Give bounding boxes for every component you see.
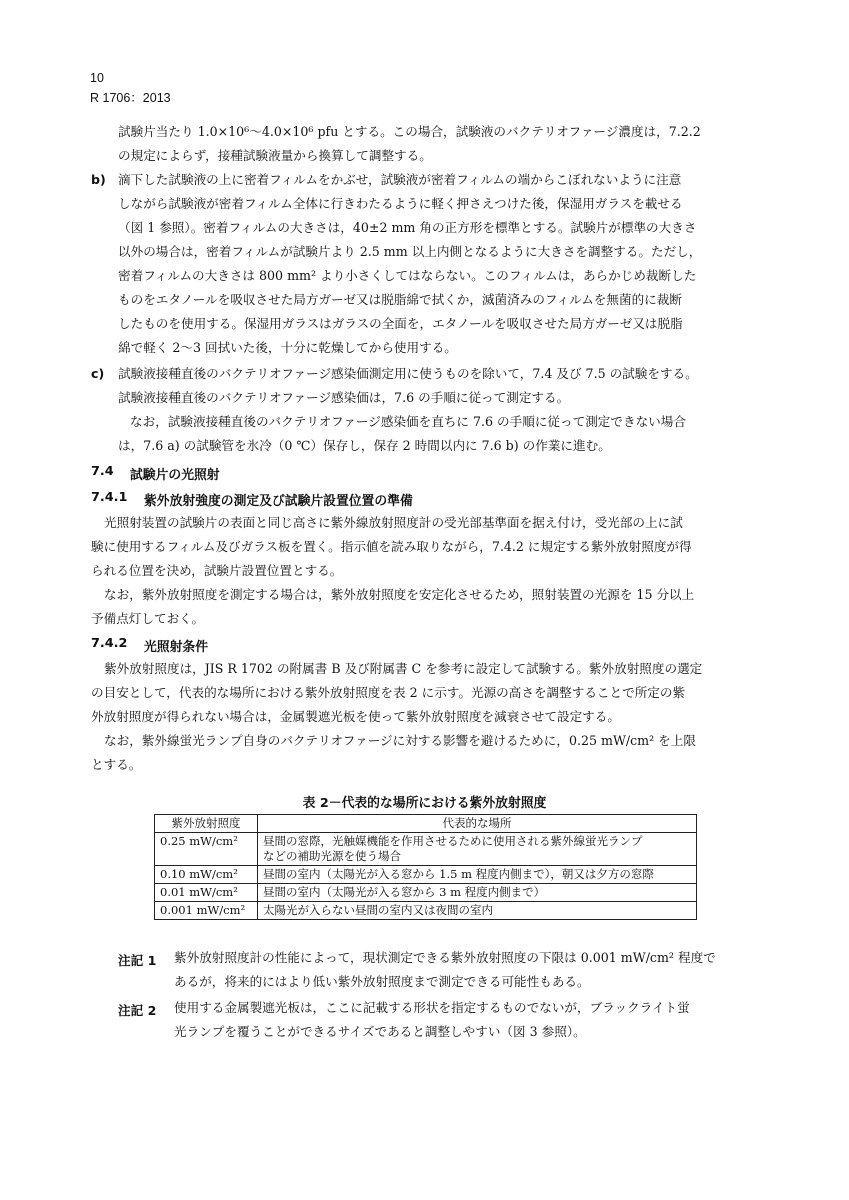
place-cell <box>258 833 697 866</box>
page-number: 10 <box>90 71 104 85</box>
place-line: などの補助光源を使う場合 <box>263 849 401 863</box>
para-line: 外放射照度が得られない場合は，金属製遮光板を使って紫外放射照度を減衰させて設定する。 <box>91 709 620 724</box>
table-row <box>155 884 697 902</box>
list-label-b: b) <box>91 172 106 187</box>
section-title: 光照射条件 <box>144 640 208 655</box>
section-title: 試験片の光照射 <box>130 468 220 483</box>
para-line: 試験液接種直後のバクテリオファージ感染価は，7.6 の手順に従って測定する。 <box>118 390 570 405</box>
para-line: の規定によらず，接種試験液量から換算して調整する。 <box>118 148 432 163</box>
place-cell: 昼間の室内（太陽光が入る窓から 3 m 程度内側まで） <box>258 884 697 902</box>
table-header-row <box>155 815 697 833</box>
note-line: あるが，将来的にはより低い紫外放射照度まで測定できる可能性もある。 <box>174 974 590 989</box>
section-number: 7.4 <box>91 464 114 479</box>
para-line: の目安として，代表的な場所における紫外放射照度を表 2 に示す。光源の高さを調整することで所定の紫 <box>91 685 686 700</box>
para-line: 以外の場合は，密着フィルムが試験片より 2.5 mm 以上内側となるように大きさを調整する。ただし， <box>118 244 702 259</box>
table-row <box>155 833 697 866</box>
para-line: （図 1 参照）。密着フィルムの大きさは，40±2 mm 角の正方形を標準とする。試験片が標準の大きさ <box>118 220 697 235</box>
para-line: 験に使用するフィルム及びガラス板を置く。指示値を読み取りながら，7.4.2 に規定する紫外放射照度が得 <box>91 539 692 554</box>
note-label: 注記 2 <box>118 1003 157 1018</box>
irradiance-cell: 0.25 mW/cm² <box>155 833 258 866</box>
irradiance-cell: 0.10 mW/cm² <box>155 866 258 884</box>
para-line: 綿で軽く 2～3 回拭いた後，十分に乾燥してから使用する。 <box>118 340 457 355</box>
irradiance-cell: 0.001 mW/cm² <box>155 902 258 920</box>
irradiance-table <box>154 814 697 920</box>
para-line: したものを使用する。保湿用ガラスはガラスの全面を，エタノールを吸収させた局方ガーゼ又は脱脂 <box>118 316 683 331</box>
section-number: 7.4.2 <box>91 636 128 651</box>
note-line: 紫外放射照度計の性能によって，現状測定できる紫外放射照度の下限は 0.001 mW/cm² 程度で <box>174 950 716 965</box>
para-line: なお，試験液接種直後のバクテリオファージ感染価を直ちに 7.6 の手順に従って測定できない場合 <box>130 414 686 429</box>
para-line: 密着フィルムの大きさは 800 mm² より小さくしてはならない。このフィルムは，あらかじめ裁断した <box>118 268 697 283</box>
column-header: 代表的な場所 <box>258 815 697 833</box>
para-line: 予備点灯しておく。 <box>91 611 205 626</box>
note-label: 注記 1 <box>118 953 157 968</box>
section-title: 紫外放射強度の測定及び試験片設置位置の準備 <box>144 494 413 509</box>
note-line: 光ランプを覆うことができるサイズであると調整しやすい（図 3 参照）。 <box>174 1024 586 1039</box>
para-line: しながら試験液が密着フィルム全体に行きわたるように軽く押さえつけた後，保湿用ガラスを載せる <box>118 196 683 211</box>
place-cell: 昼間の室内（太陽光が入る窓から 1.5 m 程度内側まで），朝又は夕方の窓際 <box>258 866 697 884</box>
place-cell: 太陽光が入らない昼間の室内又は夜間の室内 <box>258 902 697 920</box>
para-line: 試験液接種直後のバクテリオファージ感染価測定用に使うものを除いて，7.4 及び 7.5 の試験をする。 <box>118 366 698 381</box>
table-row <box>155 902 697 920</box>
para-line: 光照射装置の試験片の表面と同じ高さに紫外線放射照度計の受光部基準面を据え付け，受光部の上に試 <box>104 515 683 530</box>
section-number: 7.4.1 <box>91 490 128 505</box>
standard-id: R 1706：2013 <box>90 91 171 105</box>
para-line: なお，紫外放射照度を測定する場合は，紫外放射照度を安定化させるため，照射装置の光源を 15 分以上 <box>104 587 695 602</box>
para-line: 試験片当たり 1.0×10⁶～4.0×10⁶ pfu とする。この場合，試験液のバクテリオファージ濃度は，7.2.2 <box>118 124 701 139</box>
place-line: 昼間の窓際，光触媒機能を作用させるために使用される紫外線蛍光ランプ <box>263 834 643 848</box>
para-line: 滴下した試験液の上に密着フィルムをかぶせ，試験液が密着フィルムの端からこぼれないように注意 <box>118 172 682 187</box>
para-line: とする。 <box>91 757 142 772</box>
para-line: られる位置を決め，試験片設置位置とする。 <box>91 563 343 578</box>
column-header: 紫外放射照度 <box>155 815 258 833</box>
para-line: ものをエタノールを吸収させた局方ガーゼ又は脱脂綿で拭くか，滅菌済みのフィルムを無菌的に裁断 <box>118 292 682 307</box>
para-line: 紫外放射照度は，JIS R 1702 の附属書 B 及び附属書 C を参考に設定して試験する。紫外放射照度の選定 <box>104 661 703 676</box>
irradiance-cell: 0.01 mW/cm² <box>155 884 258 902</box>
note-line: 使用する金属製遮光板は，ここに記載する形状を指定するものでないが，ブラックライト蛍 <box>174 1000 690 1015</box>
para-line: は，7.6 a) の試験管を氷冷（0 ℃）保存し，保存 2 時間以内に 7.6 b) の作業に進む。 <box>118 438 611 453</box>
list-label-c: c) <box>91 366 105 381</box>
table-row <box>155 866 697 884</box>
table-caption: 表 2－代表的な場所における紫外放射照度 <box>302 796 547 811</box>
para-line: なお，紫外線蛍光ランプ自身のバクテリオファージに対する影響を避けるために，0.25 mW/cm² を上限 <box>104 733 696 748</box>
